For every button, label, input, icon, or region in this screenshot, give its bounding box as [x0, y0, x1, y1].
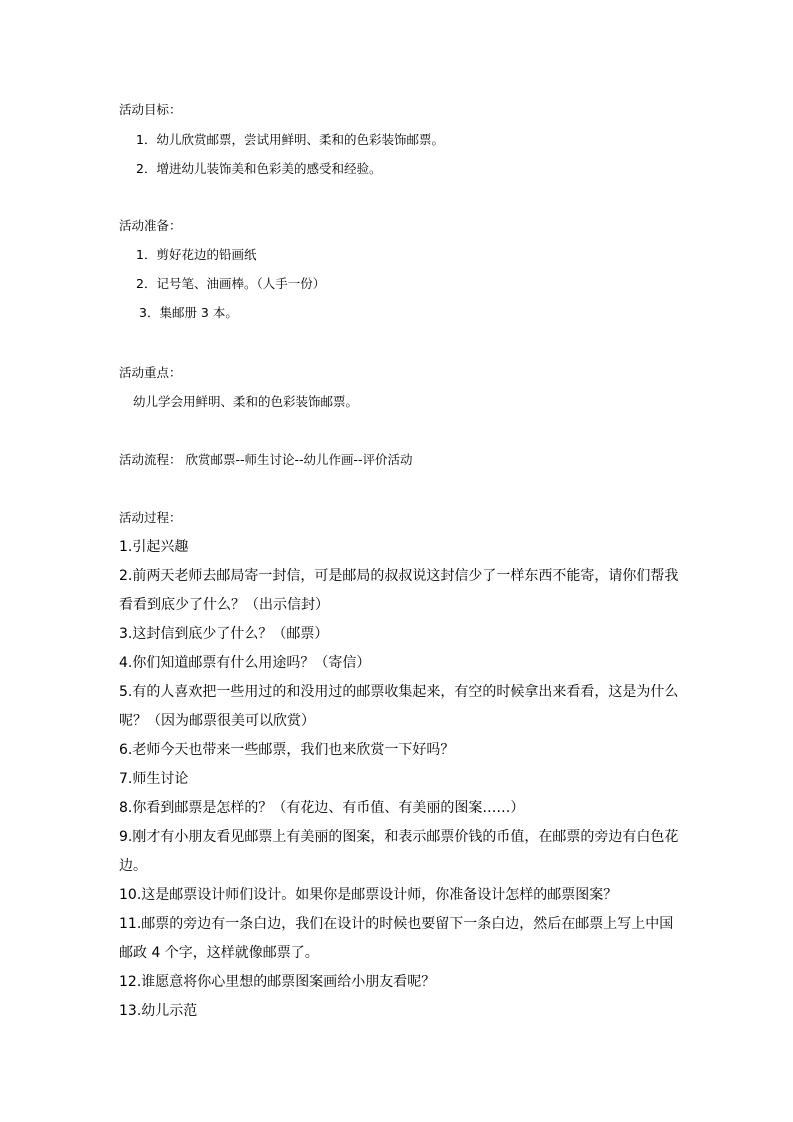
process-line-3: 看看到底少了什么？（出示信封） [119, 597, 329, 613]
flow-text: 活动流程： 欣赏邮票--师生讨论--幼儿作画--评价活动 [119, 452, 413, 467]
process-line-9: 7.师生讨论 [119, 771, 189, 787]
process-line-12: 边。 [119, 858, 147, 874]
preparation-heading: 活动准备： [119, 218, 182, 233]
preparation-item-1: 1．剪好花边的铅画纸 [136, 247, 257, 262]
process-line-4: 3.这封信到底少了什么？（邮票） [119, 626, 329, 642]
process-heading: 活动过程： [119, 510, 182, 525]
process-line-7: 呢？（因为邮票很美可以欣赏） [119, 713, 315, 729]
process-line-8: 6.老师今天也带来一些邮票，我们也来欣赏一下好吗？ [119, 742, 455, 758]
process-line-6: 5.有的人喜欢把一些用过的和没用过的邮票收集起来，有空的时候拿出来看看，这是为什么 [119, 684, 679, 700]
process-line-17: 13.幼儿示范 [119, 1003, 198, 1019]
process-line-14: 11.邮票的旁边有一条白边，我们在设计的时候也要留下一条白边，然后在邮票上写上中国 [119, 916, 674, 932]
process-line-11: 9.刚才有小朋友看见邮票上有美丽的图案，和表示邮票价钱的币值，在邮票的旁边有白色花 [119, 829, 679, 845]
goals-item-1: 1．幼儿欣赏邮票，尝试用鲜明、柔和的色彩装饰邮票。 [136, 132, 444, 147]
preparation-item-3: 3．集邮册 3 本。 [139, 305, 238, 320]
process-line-5: 4.你们知道邮票有什么用途吗？（寄信） [119, 655, 371, 671]
goals-heading: 活动目标： [119, 102, 182, 117]
process-line-1: 1.引起兴趣 [119, 539, 189, 555]
focus-heading: 活动重点： [119, 365, 182, 380]
preparation-item-2: 2．记号笔、油画棒。（人手一份） [136, 276, 326, 291]
focus-text: 幼儿学会用鲜明、柔和的色彩装饰邮票。 [133, 394, 359, 409]
process-line-16: 12.谁愿意将你心里想的邮票图案画给小朋友看呢？ [119, 974, 436, 990]
process-line-13: 10.这是邮票设计师们设计。如果你是邮票设计师，你准备设计怎样的邮票图案？ [119, 887, 618, 903]
process-line-10: 8.你看到邮票是怎样的？（有花边、有币值、有美丽的图案……） [119, 800, 525, 816]
goals-item-2: 2．增进幼儿装饰美和色彩美的感受和经验。 [136, 161, 382, 176]
process-line-15: 邮政 4 个字，这样就像邮票了。 [119, 945, 319, 961]
process-line-2: 2.前两天老师去邮局寄一封信，可是邮局的叔叔说这封信少了一样东西不能寄，请你们帮我 [119, 568, 679, 584]
